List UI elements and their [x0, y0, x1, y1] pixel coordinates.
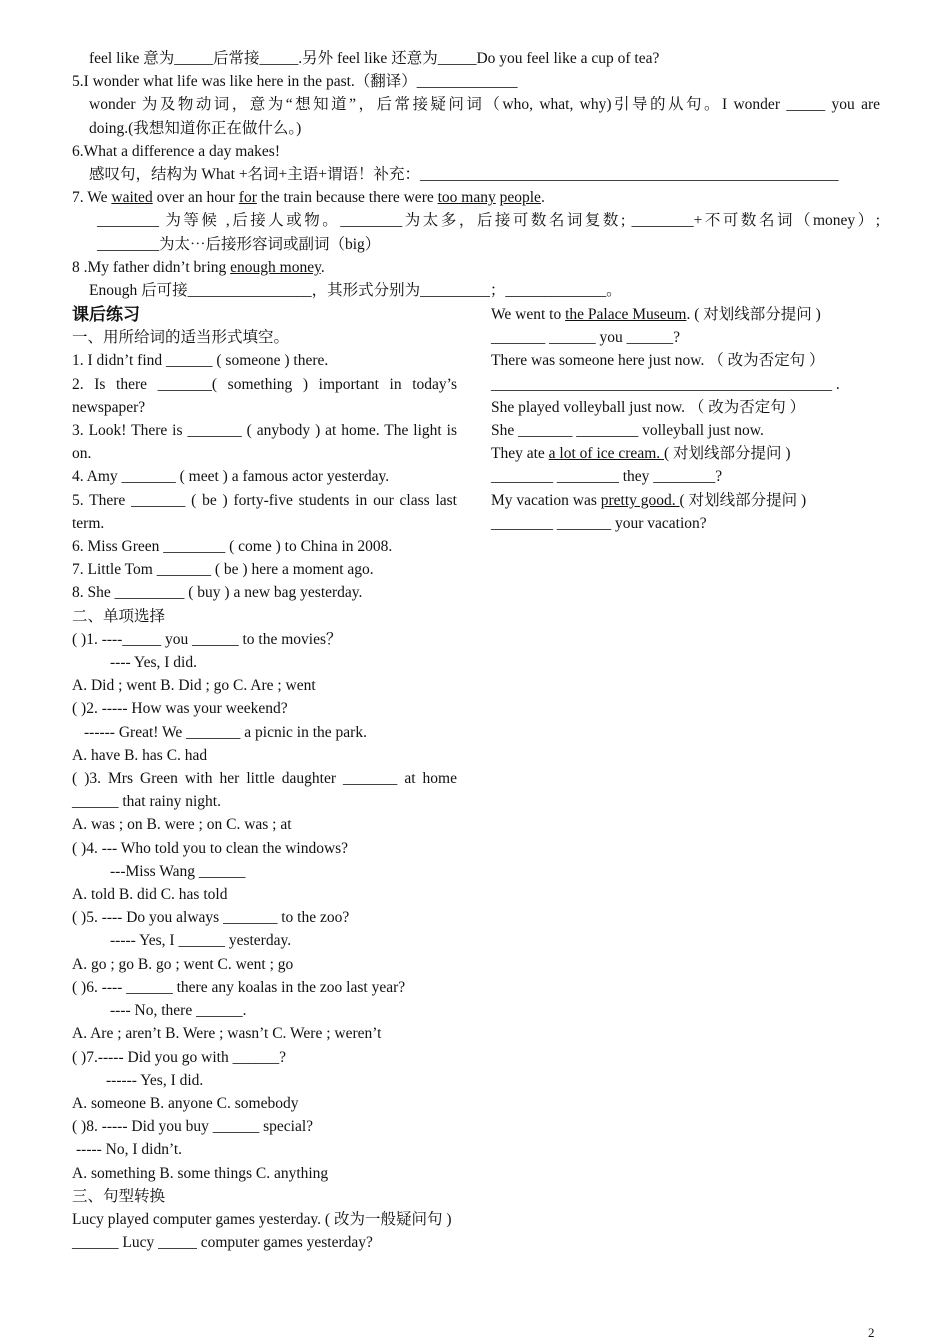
- transform-item: [491, 303, 861, 326]
- note-line: 5.I wonder what life was like here in the past.（翻译）_____________: [72, 73, 518, 91]
- question-answer: ------ Great! We _______ a picnic in the park.: [84, 723, 367, 741]
- question: ( )1. ----_____ you ______ to the movies？: [72, 630, 342, 648]
- text-fragment: They ate: [491, 445, 549, 463]
- underlined-phrase: pretty good.: [600, 491, 680, 509]
- question: ( )3. Mrs Green with her little daughter _______ at home ______ that rainy night.: [72, 770, 457, 811]
- question-answer: ----- No, I didn’t.: [76, 1141, 183, 1159]
- question-options: A. Did ; went B. Did ; go C. Are ; went: [72, 677, 316, 695]
- note-line: wonder 为及物动词，意为“想知道”，后常接疑问词（who, what, why)引导的从句。I wonder _____ you are: [89, 96, 880, 114]
- question: ( )5. ---- Do you always _______ to the zoo?: [72, 909, 350, 927]
- note-line: [72, 186, 880, 209]
- text-fragment: over an hour: [152, 189, 239, 207]
- underlined-phrase: a lot of ice cream.: [548, 445, 664, 463]
- section-title: 一、用所给词的适当形式填空。: [72, 329, 290, 347]
- question-options: A. was ; on B. were ; on C. was ; at: [72, 816, 292, 834]
- question: ( )7.----- Did you go with ______?: [72, 1048, 286, 1066]
- transform-answer: ____________________________________________ .: [491, 375, 840, 393]
- section-title: 三、句型转换: [72, 1187, 166, 1205]
- exercise-item: 7. Little Tom _______ ( be ) here a moment ago.: [72, 561, 374, 579]
- transform-item: Lucy played computer games yesterday. ( 改为一般疑问句 ): [72, 1210, 452, 1228]
- text-fragment: We went to: [491, 306, 566, 323]
- question-answer: ----- Yes, I ______ yesterday.: [110, 932, 292, 950]
- question-options: A. have B. has C. had: [72, 746, 208, 764]
- exercise-item: 3. Look! There is _______ ( anybody ) at home. The light is on.: [72, 422, 457, 463]
- text-fragment: the train because there were: [256, 189, 438, 207]
- note-line: ________为太⋯后接形容词或副词（big）: [97, 235, 381, 253]
- exercise-right-column: [491, 303, 861, 535]
- transform-item: [491, 489, 861, 512]
- question-options: A. someone B. anyone C. somebody: [72, 1094, 299, 1112]
- question-options: A. go ; go B. go ; went C. went ; go: [72, 955, 294, 973]
- question-answer: ---- No, there ______.: [110, 1002, 247, 1020]
- exercise-item: 5. There _______ ( be ) forty-five students in our class last term.: [72, 491, 457, 532]
- transform-answer: _______ ______ you ______?: [491, 329, 681, 347]
- text-fragment: .: [540, 189, 545, 207]
- text-fragment: . ( 对划线部分提问 ): [686, 306, 821, 323]
- transform-item: There was someone here just now. （ 改为否定句 ）: [491, 352, 825, 370]
- text-fragment: My vacation was: [491, 491, 601, 509]
- question: ( )2. ----- How was your weekend?: [72, 700, 288, 718]
- underlined-phrase: people: [499, 189, 541, 207]
- exercise-item: 1. I didn’t find ______ ( someone ) there.: [72, 352, 329, 370]
- question-options: A. something B. some things C. anything: [72, 1164, 329, 1182]
- page-number: 2: [868, 1325, 875, 1340]
- note-line: Enough 后可接________________，其形式分别为_________；_____________。: [89, 282, 622, 300]
- note-line: ________ 为等候 ,后接人或物。________为太多，后接可数名词复数; ________+不可数名词（money）;: [97, 212, 880, 230]
- exercise-item: 8. She _________ ( buy ) a new bag yesterday.: [72, 584, 363, 602]
- question-answer: ---Miss Wang ______: [110, 862, 246, 880]
- note-line: doing.(我想知道你正在做什么。): [89, 119, 302, 137]
- text-fragment: 8 .My father didn’t bring: [72, 258, 231, 276]
- section-title: 二、单项选择: [72, 607, 166, 625]
- question-answer: ---- Yes, I did.: [110, 654, 197, 672]
- transform-item: [491, 442, 861, 465]
- exercise-item: 6. Miss Green ________ ( come ) to China in 2008.: [72, 538, 393, 556]
- notes-section: [72, 47, 880, 302]
- transform-answer: ________ _______ your vacation?: [491, 514, 707, 532]
- text-fragment: .: [320, 258, 325, 276]
- note-line: 6.What a difference a day makes!: [72, 142, 280, 160]
- question: ( )8. ----- Did you buy ______ special?: [72, 1118, 314, 1136]
- underlined-phrase: the Palace Museum: [565, 306, 687, 323]
- question: ( )6. ---- ______ there any koalas in the zoo last year?: [72, 978, 406, 996]
- underlined-phrase: too many: [437, 189, 496, 207]
- underlined-phrase: waited: [111, 189, 153, 207]
- exercise-item: 2. Is there _______( something ) important in today’s newspaper?: [72, 375, 457, 416]
- question: ( )4. --- Who told you to clean the windows?: [72, 839, 349, 857]
- note-line: [72, 256, 880, 279]
- question-options: A. told B. did C. has told: [72, 886, 228, 904]
- exercise-left-column: [72, 303, 457, 1254]
- transform-answer: ________ ________ they ________?: [491, 468, 723, 486]
- text-fragment: ( 对划线部分提问 ): [679, 491, 807, 509]
- underlined-phrase: enough money: [230, 258, 321, 276]
- exercise-item: 4. Amy _______ ( meet ) a famous actor yesterday.: [72, 468, 390, 486]
- note-line: feel like 意为_____后常接_____.另外 feel like 还意为_____Do you feel like a cup of tea?: [89, 50, 660, 67]
- text-fragment: 7. We: [72, 189, 112, 207]
- underlined-phrase: for: [238, 189, 257, 207]
- note-line: 感叹句，结构为 What +名词+主语+谓语！补充：______________________________________________________: [89, 166, 839, 184]
- question-options: A. Are ; aren’t B. Were ; wasn’t C. Were ; weren’t: [72, 1025, 382, 1043]
- question-answer: ------ Yes, I did.: [106, 1071, 204, 1089]
- transform-answer: She _______ ________ volleyball just now.: [491, 422, 764, 440]
- section-heading: 课后练习: [72, 305, 140, 324]
- transform-item: She played volleyball just now. （ 改为否定句 ）: [491, 398, 806, 416]
- text-fragment: ( 对划线部分提问 ): [664, 445, 791, 463]
- transform-answer: ______ Lucy _____ computer games yesterday?: [72, 1234, 373, 1252]
